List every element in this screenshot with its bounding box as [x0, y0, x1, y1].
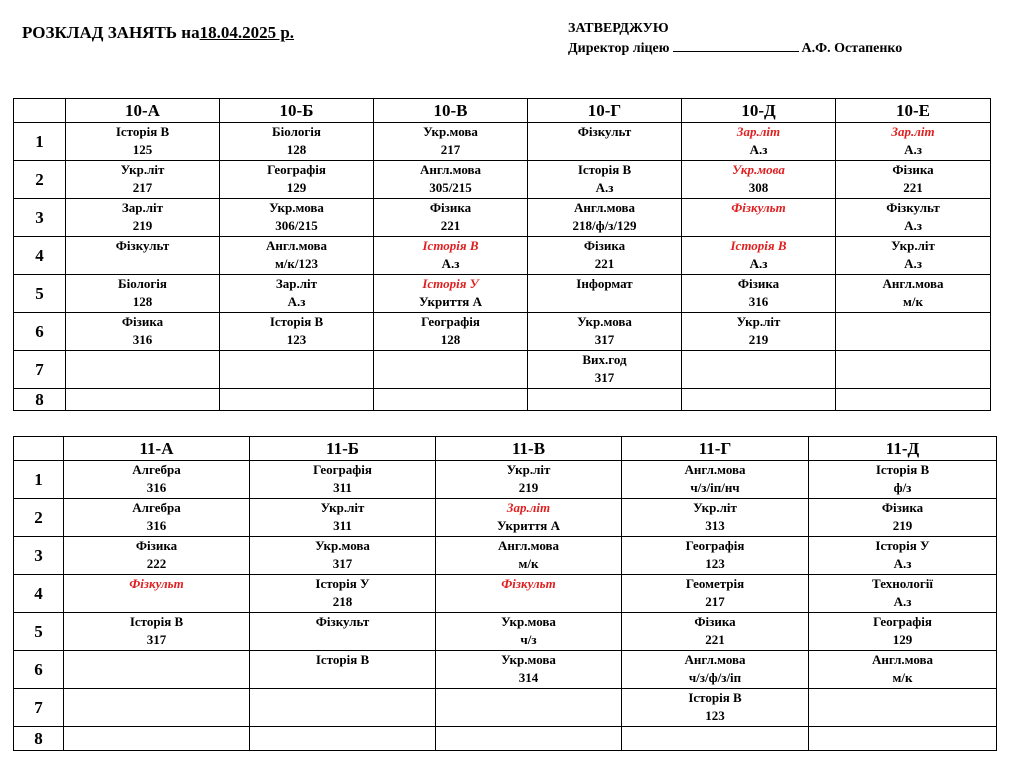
schedule-cell — [250, 689, 436, 727]
schedule-cell — [220, 275, 374, 313]
subject-name: Фізика — [583, 238, 626, 253]
room-number: 129 — [286, 180, 307, 195]
lesson-row — [14, 727, 997, 751]
lesson-row — [14, 161, 991, 199]
subject-name: Укр.мова — [501, 614, 556, 629]
room-number: 316 — [146, 518, 167, 533]
lesson-row — [14, 537, 997, 575]
schedule-cell — [250, 537, 436, 575]
lesson-number: 2 — [14, 499, 64, 537]
lesson-row — [14, 313, 991, 351]
room-number: 217 — [132, 180, 153, 195]
schedule-cell — [66, 275, 220, 313]
subject-name: Фізкульт — [886, 200, 940, 215]
schedule-table-grade10 — [13, 98, 991, 411]
class-header: 10-Д — [682, 99, 836, 123]
room-number: 123 — [286, 332, 307, 347]
subject-name: Укр.літ — [891, 238, 935, 253]
schedule-cell — [374, 389, 528, 411]
subject-name: Фізика — [694, 614, 736, 629]
class-header: 11-А — [64, 437, 250, 461]
schedule-cell — [220, 199, 374, 237]
subject-name: Географія — [685, 538, 745, 553]
subject-name: Історія У — [315, 576, 370, 591]
schedule-cell — [64, 575, 250, 613]
room-number: Укриття А — [419, 294, 482, 309]
lesson-row — [14, 575, 997, 613]
schedule-cell — [682, 389, 836, 411]
schedule-cell — [66, 161, 220, 199]
subject-name: Зар.літ — [891, 124, 935, 139]
subject-name: Англ.мова — [871, 652, 934, 667]
schedule-cell — [64, 727, 250, 751]
lesson-number: 8 — [14, 389, 66, 411]
room-number: 317 — [146, 632, 167, 647]
room-number: м/к — [518, 556, 539, 571]
schedule-cell — [64, 461, 250, 499]
lesson-row — [14, 123, 991, 161]
subject-name: Алгебра — [132, 462, 181, 477]
subject-name: Англ.мова — [497, 538, 560, 553]
subject-name: Укр.мова — [577, 314, 632, 329]
subject-name: Інформат — [576, 276, 633, 291]
subject-name: Зар.літ — [736, 124, 781, 139]
lesson-number: 7 — [14, 689, 64, 727]
lesson-number: 4 — [14, 237, 66, 275]
schedule-cell — [682, 313, 836, 351]
lesson-row — [14, 389, 991, 411]
lesson-row — [14, 351, 991, 389]
room-number: 219 — [132, 218, 153, 233]
schedule-cell — [66, 199, 220, 237]
subject-name: Фізкульт — [315, 614, 370, 629]
lesson-number: 1 — [14, 461, 64, 499]
room-number: Укриття А — [497, 518, 560, 533]
lesson-row — [14, 613, 997, 651]
subject-name: Укр.літ — [506, 462, 551, 477]
director-line — [568, 39, 902, 59]
class-header: 11-Г — [622, 437, 809, 461]
class-header: 10-А — [66, 99, 220, 123]
schedule-table-grade11 — [13, 436, 997, 751]
subject-name: Історія В — [315, 652, 370, 667]
schedule-cell — [64, 537, 250, 575]
room-number: А.з — [287, 294, 306, 309]
room-number: 218 — [332, 594, 353, 609]
schedule-cell — [836, 275, 991, 313]
room-number: 128 — [440, 332, 461, 347]
schedule-cell — [436, 575, 622, 613]
subject-name: Фізика — [881, 500, 924, 515]
room-number: 316 — [146, 480, 167, 495]
room-number: 316 — [748, 294, 769, 309]
schedule-cell — [436, 461, 622, 499]
lesson-number: 8 — [14, 727, 64, 751]
subject-name: Англ.мова — [419, 162, 482, 177]
header-row — [14, 99, 991, 123]
room-number: А.з — [441, 256, 460, 271]
schedule-cell — [66, 389, 220, 411]
subject-name: Біологія — [118, 276, 167, 291]
subject-name: Фізкульт — [129, 576, 184, 591]
room-number: 222 — [146, 556, 167, 571]
schedule-cell — [682, 237, 836, 275]
subject-name: Зар.літ — [275, 276, 318, 291]
room-number: 308 — [748, 180, 769, 195]
room-number: 129 — [892, 632, 913, 647]
schedule-cell — [220, 123, 374, 161]
subject-name: Укр.літ — [320, 500, 365, 515]
schedule-cell — [374, 161, 528, 199]
subject-name: Укр.літ — [120, 162, 165, 177]
subject-name: Англ.мова — [265, 238, 328, 253]
schedule-cell — [64, 613, 250, 651]
class-header: 10-В — [374, 99, 528, 123]
schedule-cell — [836, 389, 991, 411]
schedule-cell — [250, 461, 436, 499]
schedule-cell — [220, 161, 374, 199]
schedule-cell — [622, 499, 809, 537]
subject-name: Вих.год — [582, 352, 627, 367]
schedule-cell — [250, 651, 436, 689]
title-text: РОЗКЛАД ЗАНЯТЬ на — [22, 23, 200, 42]
schedule-cell — [374, 123, 528, 161]
schedule-cell — [836, 161, 991, 199]
subject-name: Географія — [267, 162, 326, 177]
room-number: 217 — [705, 594, 725, 609]
schedule-cell — [64, 651, 250, 689]
schedule-cell — [436, 613, 622, 651]
subject-name: Географія — [873, 614, 932, 629]
class-header: 10-Г — [528, 99, 682, 123]
corner-cell — [14, 99, 66, 123]
room-number: А.з — [893, 556, 912, 571]
schedule-cell — [220, 313, 374, 351]
class-header: 11-Д — [809, 437, 997, 461]
schedule-cell — [374, 237, 528, 275]
lesson-row — [14, 199, 991, 237]
subject-name: Історія В — [577, 162, 632, 177]
schedule-cell — [682, 123, 836, 161]
room-number: 219 — [748, 332, 769, 347]
room-number: ф/з — [893, 480, 912, 495]
class-header: 10-Е — [836, 99, 991, 123]
schedule-cell — [528, 351, 682, 389]
room-number: А.з — [904, 218, 922, 233]
schedule-cell — [622, 461, 809, 499]
schedule-cell — [809, 499, 997, 537]
schedule-cell — [682, 351, 836, 389]
approval-label: ЗАТВЕРДЖУЮ — [568, 21, 669, 36]
lesson-row — [14, 275, 991, 313]
lesson-row — [14, 499, 997, 537]
class-header: 11-Б — [250, 437, 436, 461]
lesson-number: 3 — [14, 199, 66, 237]
subject-name: Зар.літ — [121, 200, 164, 215]
schedule-cell — [374, 199, 528, 237]
room-number: 317 — [594, 370, 615, 385]
subject-name: Історія В — [129, 614, 184, 629]
schedule-cell — [836, 351, 991, 389]
subject-name: Укр.літ — [736, 314, 781, 329]
room-number: А.з — [749, 256, 768, 271]
schedule-cell — [436, 499, 622, 537]
room-number: 221 — [903, 180, 923, 195]
schedule-cell — [220, 389, 374, 411]
lesson-number: 7 — [14, 351, 66, 389]
room-number: 128 — [132, 294, 153, 309]
room-number: 221 — [594, 256, 615, 271]
room-number: 317 — [594, 332, 615, 347]
schedule-cell — [622, 575, 809, 613]
room-number: ч/з — [520, 632, 537, 647]
schedule-cell — [836, 237, 991, 275]
schedule-cell — [528, 199, 682, 237]
subject-name: Історія У — [422, 276, 479, 291]
schedule-cell — [622, 651, 809, 689]
subject-name: Укр.мова — [732, 162, 785, 177]
schedule-cell — [64, 499, 250, 537]
subject-name: Укр.мова — [315, 538, 370, 553]
schedule-cell — [66, 123, 220, 161]
subject-name: Історія У — [875, 538, 930, 553]
schedule-date: 18.04.2025 р. — [199, 23, 295, 42]
schedule-cell — [682, 199, 836, 237]
subject-name: Історія В — [422, 238, 479, 253]
schedule-cell — [374, 351, 528, 389]
room-number: м/к/123 — [274, 256, 319, 271]
schedule-cell — [528, 313, 682, 351]
room-number: 317 — [332, 556, 353, 571]
schedule-cell — [220, 237, 374, 275]
schedule-cell — [220, 351, 374, 389]
director-label: Директор ліцею — [568, 41, 670, 56]
room-number: 313 — [705, 518, 725, 533]
subject-name: Англ.мова — [684, 652, 746, 667]
room-number: м/к — [892, 670, 913, 685]
subject-name: Історія В — [115, 124, 170, 139]
subject-name: Історія В — [688, 690, 742, 705]
lesson-row — [14, 651, 997, 689]
room-number: А.з — [904, 142, 922, 157]
schedule-cell — [622, 537, 809, 575]
header-row — [14, 437, 997, 461]
lesson-number: 2 — [14, 161, 66, 199]
lesson-row — [14, 461, 997, 499]
room-number: 125 — [132, 142, 153, 157]
room-number: 128 — [286, 142, 307, 157]
schedule-cell — [528, 237, 682, 275]
subject-name: Укр.мова — [501, 652, 556, 667]
subject-name: Фізика — [121, 314, 164, 329]
lesson-number: 6 — [14, 313, 66, 351]
room-number: 123 — [705, 556, 725, 571]
schedule-cell — [250, 613, 436, 651]
schedule-cell — [622, 613, 809, 651]
schedule-cell — [622, 727, 809, 751]
schedule-cell — [374, 275, 528, 313]
schedule-cell — [682, 161, 836, 199]
subject-name: Історія В — [875, 462, 930, 477]
schedule-cell — [836, 313, 991, 351]
signature-line — [673, 39, 799, 52]
room-number: 314 — [518, 670, 539, 685]
subject-name: Фізика — [429, 200, 472, 215]
room-number: 311 — [333, 518, 352, 533]
room-number: 311 — [333, 480, 352, 495]
approval-block — [568, 19, 902, 59]
subject-name: Геометрія — [685, 576, 745, 591]
schedule-cell — [836, 123, 991, 161]
lesson-number: 5 — [14, 275, 66, 313]
schedule-cell — [374, 313, 528, 351]
lesson-row — [14, 689, 997, 727]
subject-name: Технології — [872, 576, 933, 591]
lesson-number: 3 — [14, 537, 64, 575]
schedule-cell — [622, 689, 809, 727]
schedule-cell — [809, 575, 997, 613]
schedule-cell — [809, 613, 997, 651]
schedule-cell — [528, 275, 682, 313]
subject-name: Алгебра — [132, 500, 181, 515]
schedule-cell — [528, 161, 682, 199]
room-number: А.з — [749, 142, 768, 157]
schedule-cell — [250, 499, 436, 537]
room-number: 306/215 — [275, 218, 318, 233]
subject-name: Англ.мова — [573, 200, 636, 215]
corner-cell — [14, 437, 64, 461]
schedule-cell — [809, 651, 997, 689]
class-header: 11-В — [436, 437, 622, 461]
director-name: А.Ф. Остапенко — [801, 41, 903, 56]
subject-name: Фізика — [135, 538, 178, 553]
subject-name: Фізика — [737, 276, 780, 291]
schedule-cell — [66, 237, 220, 275]
schedule-cell — [809, 727, 997, 751]
schedule-cell — [682, 275, 836, 313]
subject-name: Фізкульт — [577, 124, 632, 139]
room-number: А.з — [595, 180, 614, 195]
room-number: 217 — [440, 142, 461, 157]
schedule-cell — [809, 689, 997, 727]
lesson-number: 5 — [14, 613, 64, 651]
schedule-cell — [809, 461, 997, 499]
schedule-cell — [436, 689, 622, 727]
room-number: А.з — [904, 256, 922, 271]
page-title — [22, 23, 294, 43]
subject-name: Фізика — [892, 162, 934, 177]
subject-name: Укр.мова — [423, 124, 478, 139]
schedule-cell — [836, 199, 991, 237]
subject-name: Фізкульт — [731, 200, 786, 215]
subject-name: Історія В — [269, 314, 324, 329]
schedule-cell — [64, 689, 250, 727]
schedule-cell — [528, 389, 682, 411]
subject-name: Географія — [421, 314, 480, 329]
lesson-number: 1 — [14, 123, 66, 161]
subject-name: Фізкульт — [115, 238, 170, 253]
schedule-cell — [436, 651, 622, 689]
subject-name: Зар.літ — [506, 500, 551, 515]
subject-name: Англ.мова — [882, 276, 944, 291]
room-number: А.з — [893, 594, 912, 609]
schedule-cell — [528, 123, 682, 161]
subject-name: Біологія — [272, 124, 321, 139]
lesson-row — [14, 237, 991, 275]
class-header: 10-Б — [220, 99, 374, 123]
subject-name: Укр.мова — [269, 200, 324, 215]
room-number: 221 — [705, 632, 725, 647]
subject-name: Географія — [313, 462, 372, 477]
schedule-cell — [250, 727, 436, 751]
room-number: 221 — [440, 218, 461, 233]
room-number: ч/з/іп/нч — [690, 480, 740, 495]
subject-name: Фізкульт — [501, 576, 556, 591]
subject-name: Укр.літ — [693, 500, 737, 515]
schedule-cell — [66, 313, 220, 351]
room-number: ч/з/ф/з/іп — [688, 670, 742, 685]
schedule-cell — [436, 727, 622, 751]
room-number: 219 — [518, 480, 539, 495]
schedule-cell — [436, 537, 622, 575]
room-number: 219 — [892, 518, 913, 533]
schedule-cell — [250, 575, 436, 613]
subject-name: Історія В — [730, 238, 787, 253]
room-number: 218/ф/з/129 — [572, 218, 637, 233]
room-number: 305/215 — [429, 180, 472, 195]
room-number: 316 — [132, 332, 153, 347]
lesson-number: 4 — [14, 575, 64, 613]
schedule-cell — [809, 537, 997, 575]
room-number: 123 — [705, 708, 725, 723]
subject-name: Англ.мова — [684, 462, 746, 477]
room-number: м/к — [903, 294, 923, 309]
lesson-number: 6 — [14, 651, 64, 689]
schedule-cell — [66, 351, 220, 389]
